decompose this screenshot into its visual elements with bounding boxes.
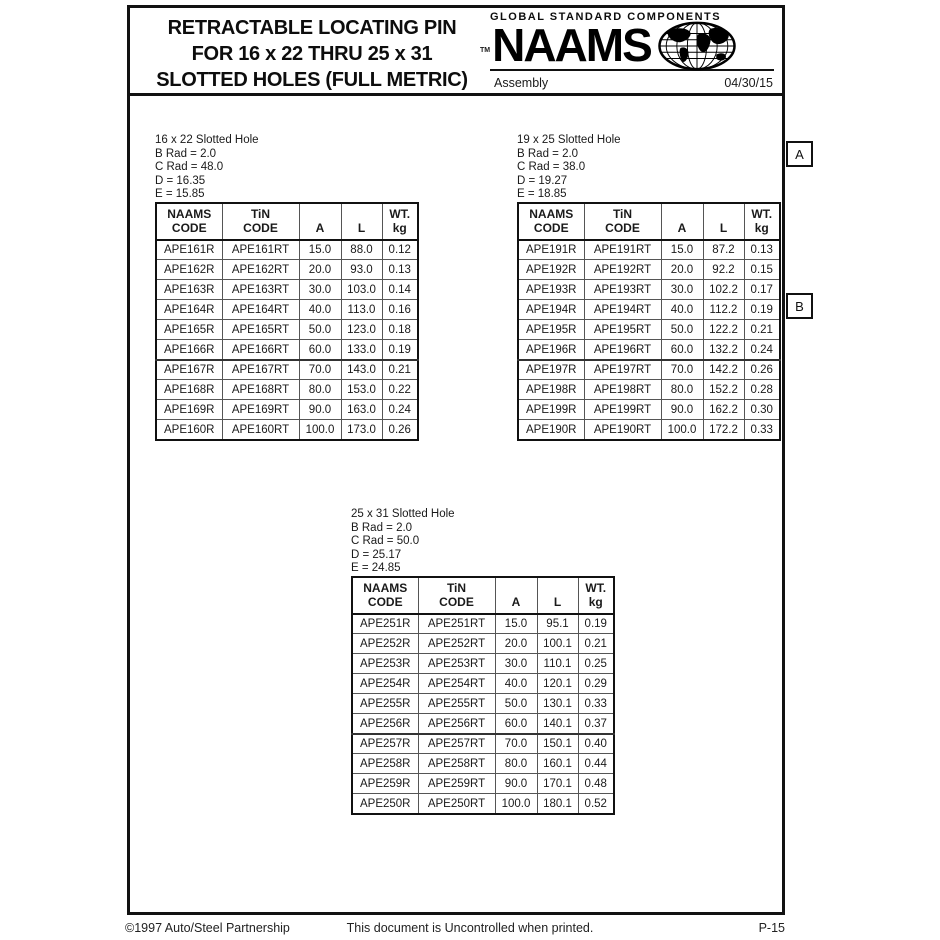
table-cell: 0.14: [382, 280, 418, 300]
table-cell: APE195RT: [584, 320, 661, 340]
table-cell: 0.19: [744, 300, 780, 320]
table-cell: 133.0: [341, 340, 382, 360]
table-cell: 0.33: [578, 694, 614, 714]
table-cell: 0.19: [382, 340, 418, 360]
table-cell: 0.21: [382, 360, 418, 380]
table-cell: APE193RT: [584, 280, 661, 300]
table-row: [352, 714, 614, 734]
table-cell: APE197RT: [584, 360, 661, 380]
spec-line: B Rad = 2.0: [155, 147, 217, 160]
column-header: NAAMS CODE: [518, 203, 584, 240]
table-cell: 0.30: [744, 400, 780, 420]
table-cell: 152.2: [703, 380, 744, 400]
table-cell: 0.25: [578, 654, 614, 674]
table-row: [156, 360, 418, 380]
table-cell: APE195R: [518, 320, 584, 340]
table-cell: APE162R: [156, 260, 222, 280]
table-cell: 120.1: [537, 674, 578, 694]
table-row: [352, 614, 614, 634]
spec-line: C Rad = 48.0: [155, 161, 224, 174]
table-cell: APE253R: [352, 654, 418, 674]
table-cell: 0.22: [382, 380, 418, 400]
table-cell: APE163R: [156, 280, 222, 300]
table-cell: 103.0: [341, 280, 382, 300]
table-row: [352, 634, 614, 654]
table-cell: 150.1: [537, 734, 578, 754]
spec-line: E = 15.85: [155, 188, 205, 201]
zone-tab-b: [786, 293, 813, 319]
table-cell: APE165RT: [222, 320, 299, 340]
table-cell: 0.15: [744, 260, 780, 280]
table-cell: 90.0: [495, 774, 537, 794]
table-cell: 100.0: [661, 420, 703, 440]
table-cell: APE258RT: [418, 754, 495, 774]
table-cell: 40.0: [661, 300, 703, 320]
table-row: [156, 420, 418, 440]
column-header: TiN CODE: [222, 203, 299, 240]
category-label: Assembly: [494, 76, 549, 90]
trademark-symbol: TM: [480, 46, 491, 54]
table-cell: APE162RT: [222, 260, 299, 280]
column-header: TiN CODE: [584, 203, 661, 240]
table-cell: 30.0: [661, 280, 703, 300]
table-cell: APE160R: [156, 420, 222, 440]
table-cell: 0.12: [382, 240, 418, 260]
table-cell: 0.44: [578, 754, 614, 774]
parts-table: [351, 576, 615, 815]
table-cell: 102.2: [703, 280, 744, 300]
table-cell: APE254R: [352, 674, 418, 694]
table-cell: APE166R: [156, 340, 222, 360]
table-row: [518, 280, 780, 300]
table-row: [156, 320, 418, 340]
table-cell: 50.0: [495, 694, 537, 714]
page-footer: [0, 919, 940, 939]
table-cell: 50.0: [661, 320, 703, 340]
table-cell: APE251R: [352, 614, 418, 634]
table-cell: APE250R: [352, 794, 418, 814]
spec-block: [351, 508, 615, 576]
table-cell: APE252R: [352, 634, 418, 654]
spec-line: D = 25.17: [351, 548, 402, 561]
column-header: WT. kg: [744, 203, 780, 240]
table-cell: APE198R: [518, 380, 584, 400]
table-cell: APE191R: [518, 240, 584, 260]
table-row: [518, 300, 780, 320]
zone-tab-a: [786, 141, 813, 167]
table-cell: APE258R: [352, 754, 418, 774]
copyright-text: ©1997 Auto/Steel Partnership: [125, 921, 290, 935]
table-cell: 0.37: [578, 714, 614, 734]
table-cell: 88.0: [341, 240, 382, 260]
table-cell: 50.0: [299, 320, 341, 340]
table-cell: 92.2: [703, 260, 744, 280]
table-cell: APE161R: [156, 240, 222, 260]
table-cell: APE256R: [352, 714, 418, 734]
table-cell: 100.1: [537, 634, 578, 654]
table-cell: 0.29: [578, 674, 614, 694]
table-cell: APE259RT: [418, 774, 495, 794]
title-line-2: FOR 16 x 22 THRU 25 x 31: [191, 43, 433, 65]
table-cell: 0.16: [382, 300, 418, 320]
spec-line: D = 19.27: [517, 174, 568, 187]
table-cell: APE161RT: [222, 240, 299, 260]
table-cell: APE166RT: [222, 340, 299, 360]
table-cell: 132.2: [703, 340, 744, 360]
spec-block: [155, 134, 419, 202]
parts-table: [155, 202, 419, 441]
table-cell: 0.13: [744, 240, 780, 260]
table-cell: 142.2: [703, 360, 744, 380]
table-row: [352, 794, 614, 814]
table-cell: 0.40: [578, 734, 614, 754]
table-cell: APE197R: [518, 360, 584, 380]
table-cell: 40.0: [299, 300, 341, 320]
table-cell: APE255R: [352, 694, 418, 714]
title-line-3: SLOTTED HOLES (FULL METRIC): [156, 69, 468, 91]
zone-label: A: [795, 146, 804, 162]
column-header: A: [495, 577, 537, 614]
document-header: [130, 8, 782, 96]
table-cell: 93.0: [341, 260, 382, 280]
table-cell: 163.0: [341, 400, 382, 420]
column-header: TiN CODE: [418, 577, 495, 614]
table-cell: 70.0: [661, 360, 703, 380]
table-row: [518, 240, 780, 260]
table-section-25x31: [351, 508, 615, 815]
table-row: [156, 380, 418, 400]
spec-line: 19 x 25 Slotted Hole: [517, 134, 621, 146]
table-row: [518, 340, 780, 360]
table-row: [156, 240, 418, 260]
column-header: WT. kg: [382, 203, 418, 240]
table-cell: 87.2: [703, 240, 744, 260]
column-header: L: [537, 577, 578, 614]
table-section-16x22: [155, 134, 419, 441]
table-cell: 0.19: [578, 614, 614, 634]
table-cell: 0.17: [744, 280, 780, 300]
table-cell: 140.1: [537, 714, 578, 734]
table-cell: APE199R: [518, 400, 584, 420]
spec-line: 25 x 31 Slotted Hole: [351, 508, 455, 520]
table-cell: 122.2: [703, 320, 744, 340]
table-cell: 180.1: [537, 794, 578, 814]
spec-line: C Rad = 50.0: [351, 535, 420, 548]
table-cell: 0.33: [744, 420, 780, 440]
table-cell: 0.26: [744, 360, 780, 380]
table-cell: APE255RT: [418, 694, 495, 714]
table-cell: 0.21: [744, 320, 780, 340]
parts-table: [517, 202, 781, 441]
table-cell: 153.0: [341, 380, 382, 400]
table-cell: 0.26: [382, 420, 418, 440]
table-cell: APE192R: [518, 260, 584, 280]
table-cell: 170.1: [537, 774, 578, 794]
table-cell: APE169R: [156, 400, 222, 420]
table-cell: 160.1: [537, 754, 578, 774]
table-row: [518, 320, 780, 340]
table-cell: 0.21: [578, 634, 614, 654]
table-cell: 70.0: [495, 734, 537, 754]
table-cell: 60.0: [299, 340, 341, 360]
table-cell: 15.0: [299, 240, 341, 260]
table-cell: 95.1: [537, 614, 578, 634]
table-section-19x25: [517, 134, 781, 441]
table-cell: APE165R: [156, 320, 222, 340]
table-cell: 162.2: [703, 400, 744, 420]
table-cell: 20.0: [299, 260, 341, 280]
table-cell: 30.0: [299, 280, 341, 300]
table-cell: 15.0: [661, 240, 703, 260]
spec-line: D = 16.35: [155, 174, 206, 187]
table-cell: APE252RT: [418, 634, 495, 654]
column-header: A: [661, 203, 703, 240]
table-cell: 0.24: [382, 400, 418, 420]
table-cell: APE164R: [156, 300, 222, 320]
table-cell: APE259R: [352, 774, 418, 794]
table-cell: APE167RT: [222, 360, 299, 380]
table-cell: APE254RT: [418, 674, 495, 694]
table-cell: APE163RT: [222, 280, 299, 300]
table-row: [156, 400, 418, 420]
table-cell: 110.1: [537, 654, 578, 674]
table-cell: 123.0: [341, 320, 382, 340]
table-row: [518, 380, 780, 400]
table-cell: 80.0: [299, 380, 341, 400]
table-cell: 173.0: [341, 420, 382, 440]
table-cell: APE196R: [518, 340, 584, 360]
table-cell: APE257RT: [418, 734, 495, 754]
table-cell: APE167R: [156, 360, 222, 380]
table-cell: APE257R: [352, 734, 418, 754]
revision-date: 04/30/15: [724, 76, 773, 90]
table-cell: APE160RT: [222, 420, 299, 440]
table-cell: APE251RT: [418, 614, 495, 634]
table-cell: 80.0: [495, 754, 537, 774]
table-cell: APE198RT: [584, 380, 661, 400]
table-cell: 0.28: [744, 380, 780, 400]
table-cell: 90.0: [661, 400, 703, 420]
globe-icon: [656, 21, 738, 71]
table-cell: 20.0: [495, 634, 537, 654]
page-number: P-15: [758, 921, 785, 935]
table-cell: 100.0: [495, 794, 537, 814]
document-frame: [127, 5, 785, 915]
table-row: [518, 420, 780, 440]
table-row: [156, 300, 418, 320]
table-cell: APE250RT: [418, 794, 495, 814]
table-cell: 0.18: [382, 320, 418, 340]
table-cell: APE256RT: [418, 714, 495, 734]
table-cell: 172.2: [703, 420, 744, 440]
table-cell: APE190RT: [584, 420, 661, 440]
table-cell: 90.0: [299, 400, 341, 420]
table-cell: APE168R: [156, 380, 222, 400]
table-row: [352, 774, 614, 794]
table-cell: APE253RT: [418, 654, 495, 674]
spec-line: E = 18.85: [517, 188, 567, 201]
table-cell: 40.0: [495, 674, 537, 694]
column-header: NAAMS CODE: [156, 203, 222, 240]
page-title: [134, 15, 490, 93]
table-cell: 0.48: [578, 774, 614, 794]
spec-line: B Rad = 2.0: [517, 147, 579, 160]
table-cell: 60.0: [661, 340, 703, 360]
table-row: [352, 734, 614, 754]
table-cell: 30.0: [495, 654, 537, 674]
table-cell: APE190R: [518, 420, 584, 440]
column-header: A: [299, 203, 341, 240]
table-row: [352, 654, 614, 674]
table-cell: APE196RT: [584, 340, 661, 360]
table-cell: 80.0: [661, 380, 703, 400]
spec-line: 16 x 22 Slotted Hole: [155, 134, 259, 146]
table-cell: 0.24: [744, 340, 780, 360]
table-cell: 15.0: [495, 614, 537, 634]
table-row: [156, 340, 418, 360]
column-header: WT. kg: [578, 577, 614, 614]
table-row: [156, 260, 418, 280]
title-line-1: RETRACTABLE LOCATING PIN: [167, 17, 457, 39]
table-cell: 113.0: [341, 300, 382, 320]
table-cell: APE194R: [518, 300, 584, 320]
table-cell: APE199RT: [584, 400, 661, 420]
zone-label: B: [795, 298, 804, 314]
table-row: [352, 754, 614, 774]
table-cell: APE194RT: [584, 300, 661, 320]
table-cell: APE168RT: [222, 380, 299, 400]
spec-block: [517, 134, 781, 202]
table-row: [518, 360, 780, 380]
table-row: [352, 674, 614, 694]
table-row: [518, 260, 780, 280]
table-cell: APE191RT: [584, 240, 661, 260]
table-row: [352, 694, 614, 714]
table-cell: 112.2: [703, 300, 744, 320]
column-header: L: [341, 203, 382, 240]
table-row: [518, 400, 780, 420]
table-cell: 0.13: [382, 260, 418, 280]
table-cell: 143.0: [341, 360, 382, 380]
column-header: NAAMS CODE: [352, 577, 418, 614]
table-cell: 60.0: [495, 714, 537, 734]
column-header: L: [703, 203, 744, 240]
table-cell: 70.0: [299, 360, 341, 380]
table-cell: 0.52: [578, 794, 614, 814]
naams-logo-text: NAAMS: [492, 19, 651, 71]
table-cell: 130.1: [537, 694, 578, 714]
table-cell: APE164RT: [222, 300, 299, 320]
brand-tagline: GLOBAL STANDARD COMPONENTS: [490, 11, 722, 23]
table-cell: 20.0: [661, 260, 703, 280]
table-cell: APE169RT: [222, 400, 299, 420]
table-cell: APE192RT: [584, 260, 661, 280]
naams-logo: [480, 19, 774, 71]
brand-block: [480, 11, 774, 90]
table-cell: APE193R: [518, 280, 584, 300]
spec-line: B Rad = 2.0: [351, 521, 413, 534]
table-row: [156, 280, 418, 300]
spec-line: E = 24.85: [351, 562, 401, 575]
uncontrolled-notice: This document is Uncontrolled when printed.: [346, 921, 594, 935]
spec-line: C Rad = 38.0: [517, 161, 586, 174]
table-cell: 100.0: [299, 420, 341, 440]
